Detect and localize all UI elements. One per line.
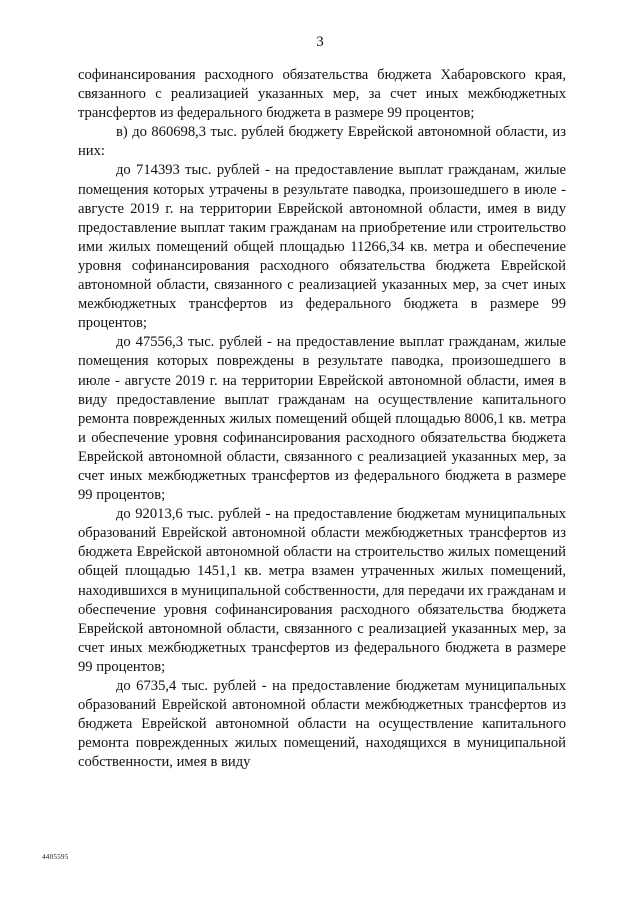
paragraph-item-v: в) до 860698,3 тыс. рублей бюджету Еврейской автономной области, из них: — [78, 124, 566, 160]
paragraph-municipal-repair: до 6735,4 тыс. рублей - на предоставление бюджетам муниципальных образований Еврейской автономной области межбюджетных трансфертов из бюджета Еврейской автономной области на осуществление капитального ремонта поврежденных жилых помещений, находящихся в муниципальной собственности, имея в виду — [78, 678, 566, 771]
paragraph-damaged-housing-payments: до 47556,3 тыс. рублей - на предоставление выплат гражданам, жилые помещения которых повреждены в результате паводка, произошедшего в июле - августе 2019 г. на территории Еврейской автономной области, имея в виду предоставление выплат гражданам на осуществление капитального ремонта поврежденных жилых помещений общей площадью 8006,1 кв. метра и обеспечение уровня софинансирования расходного обязательства бюджета Еврейской автономной области, связанного с реализацией указанных мер, за счет иных межбюджетных трансфертов из федерального бюджета в размере 99 процентов; — [78, 334, 566, 504]
paragraph-lost-housing-payments: до 714393 тыс. рублей - на предоставление выплат гражданам, жилые помещения которых утрачены в результате паводка, произошедшего в июле - августе 2019 г. на территории Еврейской автономной области, имея в виду предоставление выплат таким гражданам на приобретение или строительство ими жилых помещений общей площадью 11266,34 кв. метра и обеспечение уровня софинансирования расходного обязательства бюджета Еврейской автономной области, связанного с реализацией указанных мер, за счет иных межбюджетных трансфертов из федерального бюджета в размере 99 процентов; — [78, 162, 566, 332]
document-code: 4405595 — [42, 853, 69, 861]
paragraph-municipal-construction: до 92013,6 тыс. рублей - на предоставление бюджетам муниципальных образований Еврейской автономной области межбюджетных трансфертов из бюджета Еврейской автономной области на строительство жилых помещений общей площадью 1451,1 кв. метра взамен утраченных жилых помещений, находившихся в муниципальной собственности, для передачи их гражданам и обеспечение уровня софинансирования расходного обязательства бюджета Еврейской автономной области, связанного с реализацией указанных мер, за счет иных межбюджетных трансфертов из федерального бюджета в размере 99 процентов; — [78, 506, 566, 675]
page-number: 3 — [316, 34, 324, 50]
document-body — [78, 66, 566, 772]
paragraph-continuation: софинансирования расходного обязательства бюджета Хабаровского края, связанного с реализацией указанных мер, за счет иных межбюджетных трансфертов из федерального бюджета в размере 99 процентов; — [78, 67, 566, 122]
